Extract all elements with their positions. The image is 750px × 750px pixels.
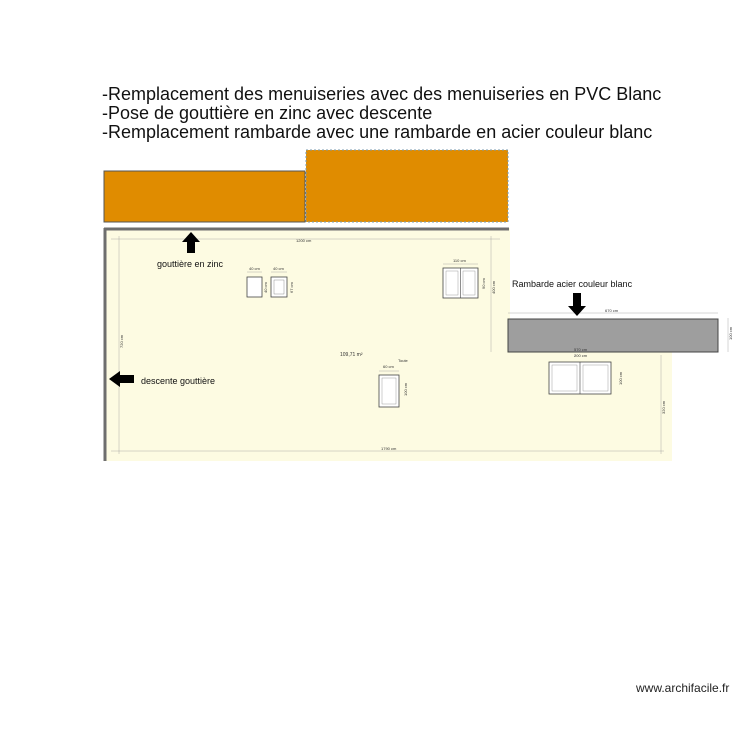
note-rambarde: -Remplacement rambarde avec une rambarde en acier couleur blanc <box>102 122 653 142</box>
door <box>379 375 399 407</box>
dim-window-d-span: 570 cm <box>574 347 588 352</box>
dim-railing-height: 100 cm <box>728 326 733 340</box>
note-menuiseries: -Remplacement des menuiseries avec des menuiseries en PVC Blanc <box>102 84 662 104</box>
dim-left-height: 720 cm <box>119 334 124 348</box>
dim-right-height: 320 cm <box>661 400 666 414</box>
dim-door-height: 100 cm <box>403 382 408 396</box>
railing-arrow-icon <box>568 293 586 316</box>
downpipe-label: descente gouttière <box>141 376 216 386</box>
dim-top-length: 1200 cm <box>296 238 312 243</box>
dim-bottom-length: 1790 cm <box>381 446 397 451</box>
window-a <box>247 277 262 297</box>
window-d <box>549 362 611 394</box>
gutter-label: gouttière en zinc <box>157 259 224 269</box>
railing-label: Rambarde acier couleur blanc <box>512 279 633 289</box>
dim-window-c-width: 110 cm <box>453 258 466 263</box>
dim-door-width: 60 cm <box>383 364 394 369</box>
dim-step-height: 400 cm <box>491 280 496 294</box>
dim-window-b-width: 40 cm <box>273 266 284 271</box>
area-label: 109,71 m² <box>340 352 363 358</box>
dim-window-d-width: 200 cm <box>574 353 588 358</box>
dim-window-b-height: 67 cm <box>289 282 294 293</box>
roof-right <box>306 150 508 222</box>
watermark: www.archifacile.fr <box>636 681 730 695</box>
room-label: Toute <box>398 358 408 363</box>
note-gouttiere: -Pose de gouttière en zinc avec descente <box>102 103 433 123</box>
dim-window-c-height: 90 cm <box>481 278 486 289</box>
dim-railing-length: 670 cm <box>605 308 619 313</box>
window-b <box>271 277 287 297</box>
dim-window-a-width: 40 cm <box>249 266 260 271</box>
window-c <box>443 268 478 298</box>
roof-left <box>104 171 305 222</box>
railing-bar <box>508 319 718 352</box>
dim-window-d-height: 100 cm <box>618 371 623 385</box>
dim-window-a-height: 40 cm <box>263 282 268 293</box>
